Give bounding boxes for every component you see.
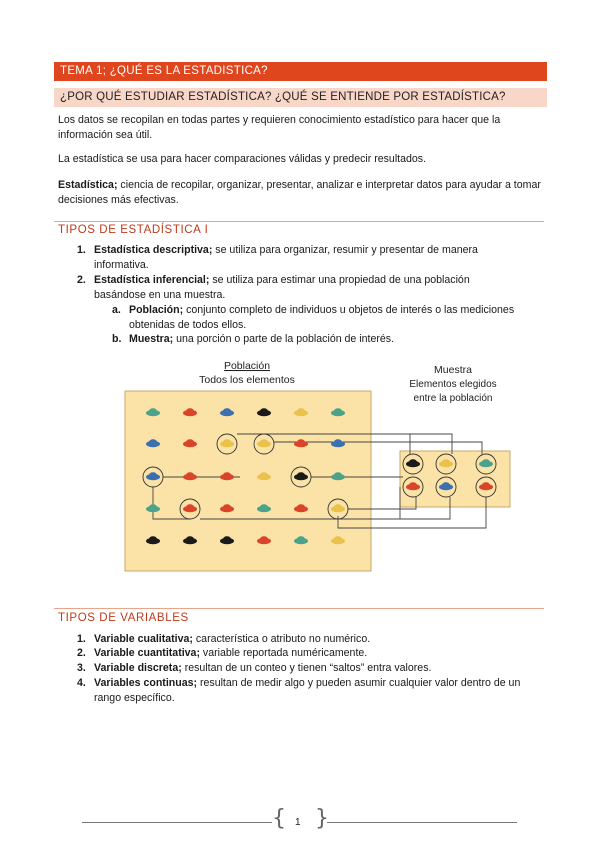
intro-paragraph-3	[58, 178, 546, 207]
term-estadistica: Estadística;	[58, 179, 118, 191]
population-title: Población	[223, 360, 271, 372]
footer-rule-left	[82, 822, 272, 823]
list-term: Estadística descriptiva;	[94, 244, 213, 256]
list-item	[112, 332, 539, 347]
list-item	[77, 632, 534, 647]
list-term: Población;	[129, 304, 184, 316]
list-text: resultan de medir algo y pueden asumir cualquier valor dentro de un rango específico.	[94, 677, 521, 704]
sample-subtitle-1: Elementos elegidos	[409, 379, 497, 390]
sample-subtitle-2: entre la población	[413, 393, 493, 404]
list-letter: a.	[112, 304, 121, 316]
divider	[54, 221, 544, 222]
definition-estadistica: ciencia de recopilar, organizar, presentar, analizar e interpretar datos para ayudar a tomar decisiones más efectivas.	[58, 179, 541, 206]
list-term: Variable cualitativa;	[94, 633, 193, 645]
list-term: Variable cuantitativa;	[94, 647, 200, 659]
heading-tipos-variables: TIPOS DE VARIABLES	[58, 612, 189, 624]
population-subtitle: Todos los elementos	[199, 374, 295, 386]
list-text: se utiliza para estimar una propiedad de una población basándose en una muestra.	[94, 274, 470, 301]
list-number: 2.	[77, 274, 86, 286]
list-letter: b.	[112, 333, 122, 345]
list-term: Variables continuas;	[94, 677, 198, 689]
list-number: 4.	[77, 677, 86, 689]
list-item	[77, 243, 534, 272]
list-number: 3.	[77, 662, 86, 674]
section-subtitle: ¿POR QUÉ ESTUDIAR ESTADÍSTICA? ¿QUÉ SE ENTIENDE POR ESTADÍSTICA?	[54, 88, 547, 107]
list-item	[77, 676, 542, 705]
list-number: 2.	[77, 647, 86, 659]
heading-tipos-estadistica: TIPOS DE ESTADÍSTICA I	[58, 224, 209, 236]
list-item	[77, 661, 534, 676]
sample-title: Muestra	[434, 364, 472, 376]
list-text: una porción o parte de la población de interés.	[173, 333, 395, 345]
list-text: característica o atributo no numérico.	[192, 633, 371, 645]
list-number: 1.	[77, 244, 86, 256]
page-title: TEMA 1; ¿QUÉ ES LA ESTADISTICA?	[54, 62, 547, 81]
intro-paragraph-1: Los datos se recopilan en todas partes y requieren conocimiento estadístico para hacer que la información sea útil.	[58, 114, 501, 141]
list-item	[77, 273, 514, 302]
footer-bracket-right: }	[315, 806, 329, 831]
list-term: Estadística inferencial;	[94, 274, 210, 286]
list-number: 1.	[77, 633, 86, 645]
page-number: 1	[295, 817, 301, 828]
list-text: conjunto completo de individuos u objetos de interés o las mediciones obtenidas de todos ellos.	[129, 304, 515, 331]
list-text: resultan de un conteo y tienen “saltos” entra valores.	[181, 662, 432, 674]
footer-rule-right	[327, 822, 517, 823]
list-term: Variable discreta;	[94, 662, 182, 674]
list-text: variable reportada numéricamente.	[199, 647, 368, 659]
list-term: Muestra;	[129, 333, 174, 345]
list-item	[77, 646, 534, 661]
list-item	[112, 303, 539, 332]
divider	[54, 608, 544, 609]
population-sample-diagram	[110, 356, 520, 576]
intro-paragraph-2: La estadística se usa para hacer comparaciones válidas y predecir resultados.	[58, 153, 427, 165]
footer-bracket-left: {	[272, 806, 286, 831]
list-text: se utiliza para organizar, resumir y presentar de manera informativa.	[94, 244, 478, 271]
